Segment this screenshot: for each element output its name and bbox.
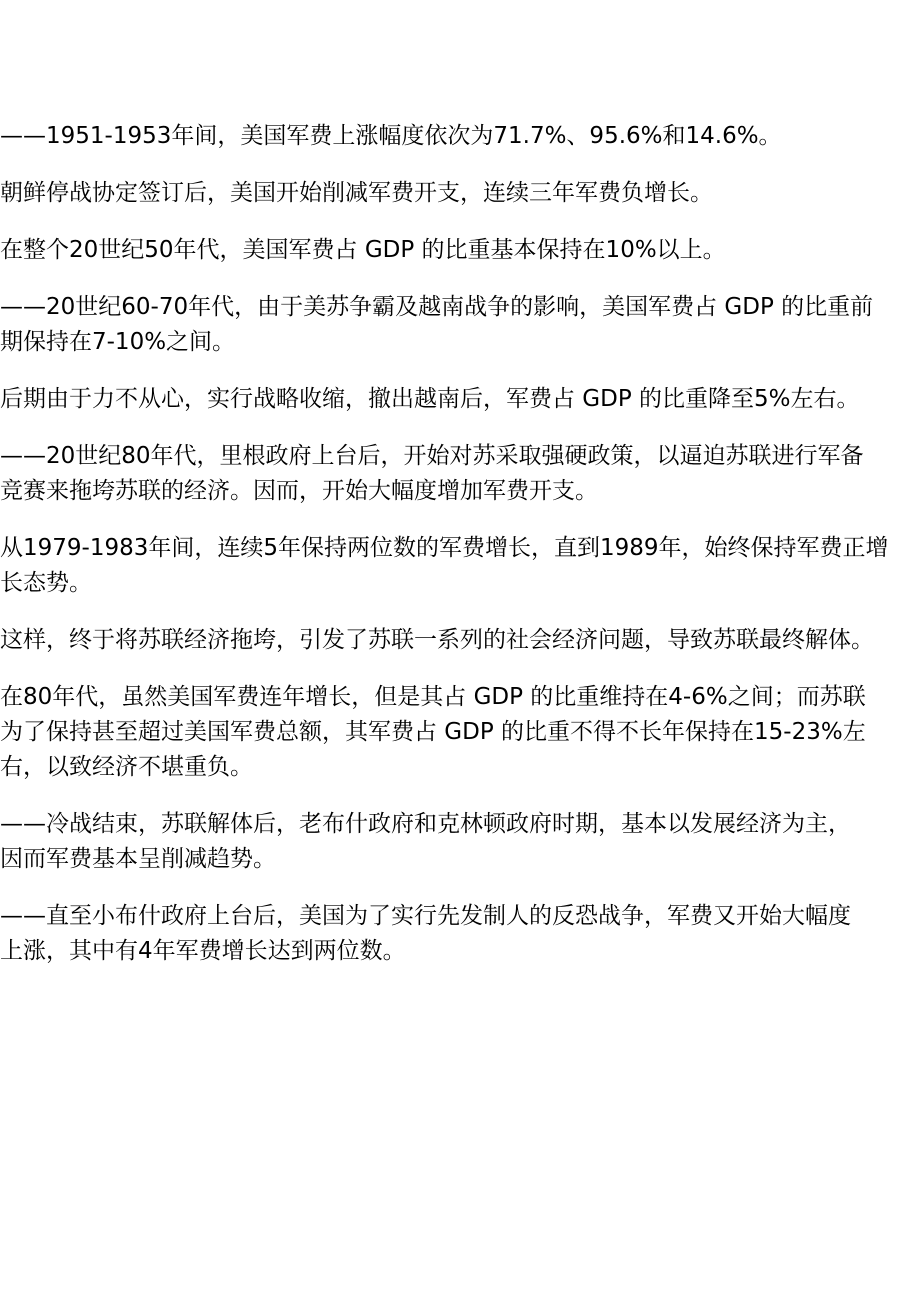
paragraph <box>0 176 920 211</box>
paragraph-line: ——20世纪60-70年代，由于美苏争霸及越南战争的影响，美国军费占 GDP 的比重前 <box>0 294 874 320</box>
paragraph <box>0 807 920 877</box>
paragraph <box>0 899 920 969</box>
paragraph-line: 朝鲜停战协定签订后，美国开始削减军费开支，连续三年军费负增长。 <box>0 180 713 206</box>
paragraph-line: 右，以致经济不堪重负。 <box>0 754 253 780</box>
paragraph-line: ——冷战结束，苏联解体后，老布什政府和克林顿政府时期，基本以发展经济为主， <box>0 811 851 837</box>
paragraph-line: 为了保持甚至超过美国军费总额，其军费占 GDP 的比重不得不长年保持在15-23%左 <box>0 719 866 745</box>
paragraph <box>0 439 920 509</box>
paragraph-line: 竞赛来拖垮苏联的经济。因而，开始大幅度增加军费开支。 <box>0 478 598 504</box>
paragraph-line: 长态势。 <box>0 570 92 596</box>
document-body <box>0 119 920 991</box>
paragraph-line: 在整个20世纪50年代，美国军费占 GDP 的比重基本保持在10%以上。 <box>0 237 726 263</box>
paragraph <box>0 680 920 785</box>
paragraph-line: 从1979-1983年间，连续5年保持两位数的军费增长，直到1989年，始终保持军费正增 <box>0 535 889 561</box>
paragraph-line: 在80年代，虽然美国军费连年增长，但是其占 GDP 的比重维持在4-6%之间；而苏联 <box>0 684 866 710</box>
paragraph-line: 因而军费基本呈削减趋势。 <box>0 846 276 872</box>
paragraph-line: 期保持在7-10%之间。 <box>0 329 236 355</box>
paragraph <box>0 623 920 658</box>
paragraph-line: ——20世纪80年代，里根政府上台后，开始对苏采取强硬政策，以逼迫苏联进行军备 <box>0 443 864 469</box>
paragraph-line: ——1951-1953年间，美国军费上涨幅度依次为71.7%、95.6%和14.6%。 <box>0 123 782 149</box>
paragraph-line: 上涨，其中有4年军费增长达到两位数。 <box>0 938 406 964</box>
paragraph <box>0 119 920 154</box>
paragraph-line: ——直至小布什政府上台后，美国为了实行先发制人的反恐战争，军费又开始大幅度 <box>0 903 851 929</box>
paragraph-line: 后期由于力不从心，实行战略收缩，撤出越南后，军费占 GDP 的比重降至5%左右。 <box>0 386 860 412</box>
paragraph-line: 这样，终于将苏联经济拖垮，引发了苏联一系列的社会经济问题，导致苏联最终解体。 <box>0 627 874 653</box>
paragraph <box>0 382 920 417</box>
paragraph <box>0 290 920 360</box>
paragraph <box>0 531 920 601</box>
paragraph <box>0 233 920 268</box>
